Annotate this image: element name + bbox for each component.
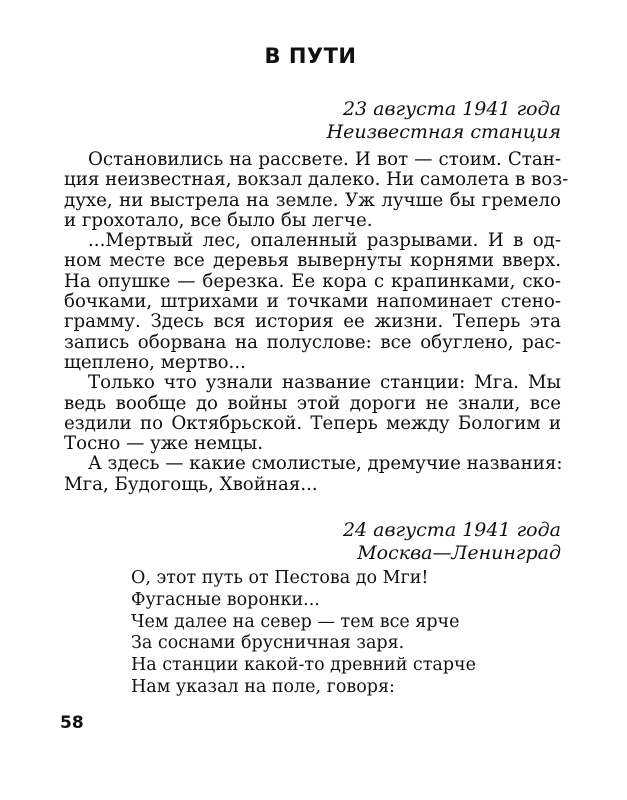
chapter-title: В ПУТИ (264, 44, 357, 68)
poem-line: Нам указал на поле, говоря: (131, 676, 395, 697)
text-line: духе, ни выстрела на земле. Уж лучше бы гремело (64, 189, 561, 211)
entry2-place: Москва—Ленинград (357, 542, 561, 564)
text-line: Остановились на рассвете. И вот — стоим. Стан- (88, 149, 561, 170)
paragraph-2 (64, 230, 561, 373)
text-line: ...Мертвый лес, опаленный разрывами. И в од- (88, 230, 561, 252)
text-line: Только что узнали название станции: Мга. Мы (88, 372, 561, 394)
poem (131, 568, 476, 699)
entry1-prose (64, 149, 569, 495)
entry2-date: 24 августа 1941 года (342, 519, 561, 541)
text-line: Тосно — уже немцы. (64, 433, 264, 455)
poem-line: На станции какой-то древний старче (131, 655, 476, 676)
text-line: ведь вообще до войны этой дороги не знали, все (64, 392, 561, 414)
text-line: бочками, штрихами и точками напоминает стено- (64, 291, 561, 313)
text-line: ном месте все деревья вывернуты корнями вверх. (64, 250, 561, 272)
text-line: грамму. Здесь вся история ее жизни. Теперь эта (64, 311, 561, 333)
text-line: ция неизвестная, вокзал далеко. Ни самолета в воз- (64, 169, 569, 191)
paragraph-3 (64, 372, 561, 455)
text-line: На опушке — березка. Ее кора с крапинками, ско- (64, 270, 561, 292)
entry1-dateline (327, 98, 561, 144)
entry1-date: 23 августа 1941 года (342, 98, 561, 120)
paragraph-4 (64, 453, 563, 495)
poem-line: О, этот путь от Пестова до Мги! (131, 568, 429, 588)
text-line: щеплено, мертво... (64, 351, 246, 373)
entry2-dateline (343, 519, 561, 565)
paragraph-1 (64, 149, 569, 231)
poem-line: За соснами брусничная заря. (131, 633, 405, 654)
entry1-place: Неизвестная станция (326, 121, 561, 143)
poem-line: Чем далее на север — тем все ярче (131, 611, 460, 632)
text-line: запись оборвана на полуслове: все обуглено, рас- (64, 331, 561, 353)
text-line: Мга, Будогощь, Хвойная... (64, 473, 318, 495)
poem-line: Фугасные воронки... (131, 589, 320, 610)
text-line: А здесь — какие смолистые, дремучие названия: (88, 453, 563, 475)
text-line: ездили по Октябрьской. Теперь между Бологим и (64, 412, 561, 434)
text-line: и грохотало, все было бы легче. (64, 209, 373, 231)
page-number: 58 (60, 713, 84, 733)
